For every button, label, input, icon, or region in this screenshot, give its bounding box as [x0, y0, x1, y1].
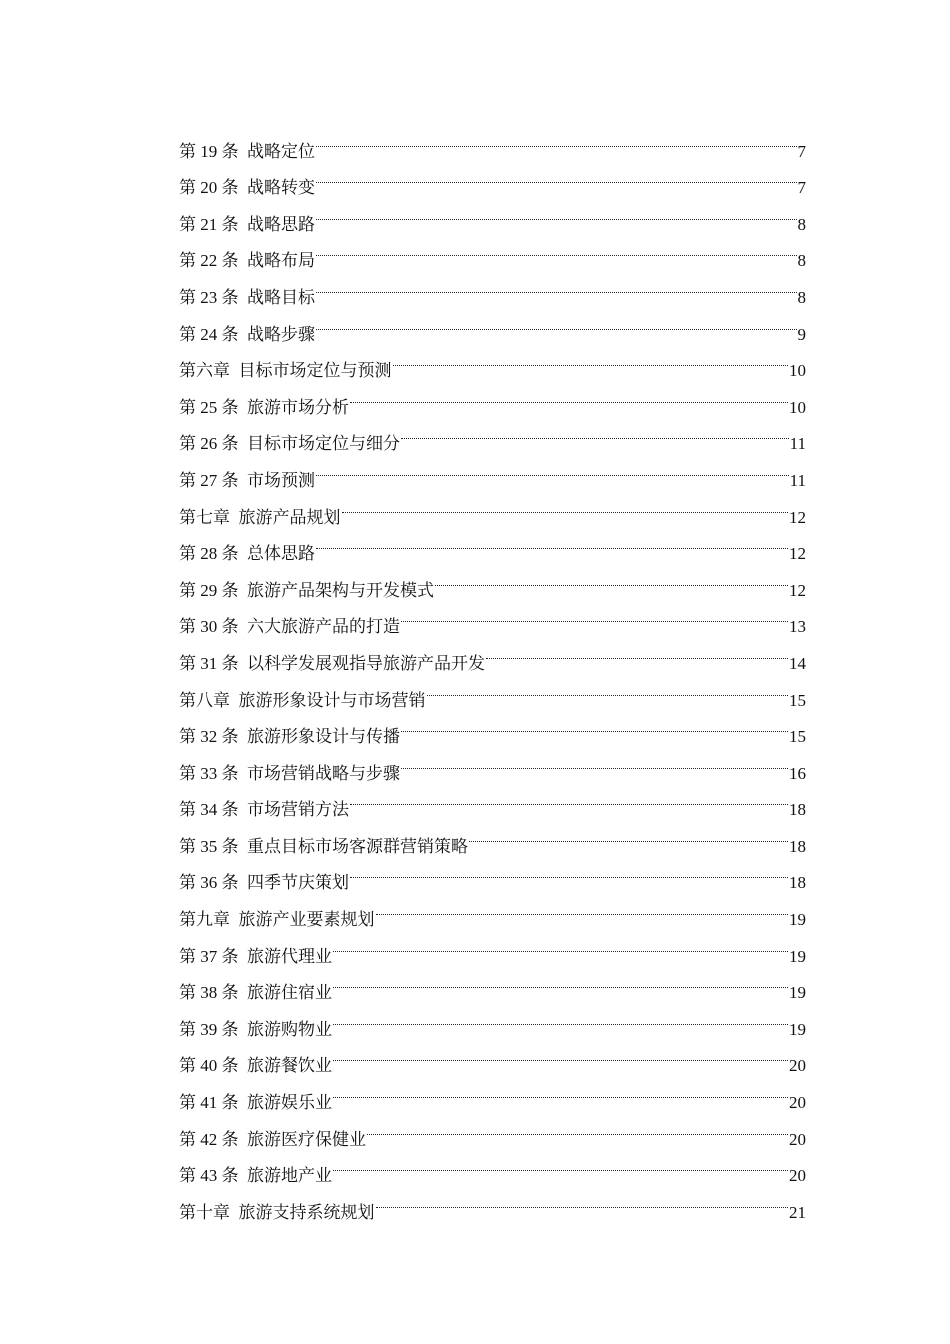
dot-leader: [333, 962, 788, 999]
toc-entry-page-number: 20: [789, 1166, 806, 1186]
toc-entry-title: 第 26 条 目标市场定位与细分: [179, 434, 400, 454]
toc-entry-title: 第 40 条 旅游餐饮业: [179, 1056, 332, 1076]
toc-entry-title: 第七章 旅游产品规划: [179, 507, 341, 527]
dot-leader: [316, 157, 797, 194]
dot-leader: [316, 120, 797, 157]
dot-leader: [316, 266, 797, 303]
dot-leader: [469, 815, 788, 852]
dot-leader: [316, 303, 797, 340]
toc-entry-title: 第九章 旅游产业要素规划: [179, 910, 375, 930]
toc-entry-page-number: 10: [789, 397, 806, 417]
toc-entry-page-number: 20: [789, 1129, 806, 1149]
dot-leader: [350, 376, 788, 413]
toc-entry-page-number: 18: [789, 800, 806, 820]
toc-entry-title: 第 35 条 重点目标市场客源群营销策略: [179, 836, 468, 856]
toc-entry-title: 第 30 条 六大旅游产品的打造: [179, 617, 400, 637]
toc-entry[interactable]: [179, 120, 806, 161]
dot-leader: [350, 852, 788, 889]
dot-leader: [333, 925, 788, 962]
dot-leader: [333, 1071, 788, 1108]
toc-entry-title: 第 33 条 市场营销战略与步骤: [179, 763, 400, 783]
dot-leader: [427, 669, 789, 706]
dot-leader: [316, 230, 797, 267]
toc-entry-page-number: 12: [789, 507, 806, 527]
toc-entry-title: 第 43 条 旅游地产业: [179, 1166, 332, 1186]
toc-entry-page-number: 15: [789, 727, 806, 747]
toc-entry-page-number: 7: [797, 141, 806, 161]
dot-leader: [435, 559, 788, 596]
toc-entry-title: 第 39 条 旅游购物业: [179, 1019, 332, 1039]
dot-leader: [316, 449, 789, 486]
dot-leader: [316, 523, 788, 560]
toc-entry-page-number: 16: [789, 763, 806, 783]
toc-entry-title: 第 19 条 战略定位: [179, 141, 315, 161]
dot-leader: [401, 596, 788, 633]
toc-entry-page-number: 19: [789, 946, 806, 966]
dot-leader: [342, 486, 789, 523]
toc-entry-title: 第 34 条 市场营销方法: [179, 800, 349, 820]
toc-entry-title: 第 29 条 旅游产品架构与开发模式: [179, 580, 434, 600]
toc-entry-title: 第 24 条 战略步骤: [179, 324, 315, 344]
toc-entry-title: 第 42 条 旅游医疗保健业: [179, 1129, 366, 1149]
toc-entry-page-number: 20: [789, 1093, 806, 1113]
toc-entry-page-number: 8: [797, 287, 806, 307]
dot-leader: [367, 1108, 788, 1145]
dot-leader: [333, 1035, 788, 1072]
toc-entry-title: 第六章 目标市场定位与预测: [179, 361, 392, 381]
toc-entry-title: 第 22 条 战略布局: [179, 251, 315, 271]
toc-entry-title: 第 21 条 战略思路: [179, 214, 315, 234]
toc-entry-page-number: 15: [789, 690, 806, 710]
dot-leader: [333, 998, 788, 1035]
dot-leader: [376, 1181, 789, 1218]
dot-leader: [350, 779, 788, 816]
toc-entry-page-number: 19: [789, 910, 806, 930]
toc-entry-page-number: 21: [789, 1202, 806, 1222]
toc-entry-page-number: 13: [789, 617, 806, 637]
toc-entry-page-number: 10: [789, 361, 806, 381]
toc-entry-page-number: 11: [789, 470, 806, 490]
table-of-contents: [179, 120, 806, 1222]
dot-leader: [333, 1145, 788, 1182]
toc-entry-page-number: 12: [789, 580, 806, 600]
toc-entry-page-number: 8: [797, 251, 806, 271]
toc-entry-title: 第 27 条 市场预测: [179, 470, 315, 490]
toc-entry-title: 第 31 条 以科学发展观指导旅游产品开发: [179, 653, 485, 673]
dot-leader: [393, 340, 789, 377]
toc-entry-page-number: 20: [789, 1056, 806, 1076]
toc-entry-title: 第 36 条 四季节庆策划: [179, 873, 349, 893]
toc-entry-title: 第 38 条 旅游住宿业: [179, 983, 332, 1003]
dot-leader: [401, 706, 788, 743]
toc-entry-title: 第 41 条 旅游娱乐业: [179, 1093, 332, 1113]
toc-entry-title: 第 37 条 旅游代理业: [179, 946, 332, 966]
toc-entry-title: 第 23 条 战略目标: [179, 287, 315, 307]
toc-entry-page-number: 11: [789, 434, 806, 454]
dot-leader: [486, 632, 788, 669]
toc-entry-page-number: 19: [789, 1019, 806, 1039]
toc-entry-page-number: 7: [797, 178, 806, 198]
toc-entry-title: 第 20 条 战略转变: [179, 178, 315, 198]
toc-entry-page-number: 14: [789, 653, 806, 673]
toc-entry-title: 第 25 条 旅游市场分析: [179, 397, 349, 417]
toc-entry-page-number: 18: [789, 836, 806, 856]
toc-entry-page-number: 8: [797, 214, 806, 234]
toc-entry-title: 第 32 条 旅游形象设计与传播: [179, 727, 400, 747]
toc-entry-page-number: 19: [789, 983, 806, 1003]
toc-entry-title: 第 28 条 总体思路: [179, 544, 315, 564]
dot-leader: [401, 742, 788, 779]
dot-leader: [316, 193, 797, 230]
toc-entry-page-number: 9: [797, 324, 806, 344]
dot-leader: [401, 413, 789, 450]
toc-entry-page-number: 12: [789, 544, 806, 564]
toc-entry-title: 第八章 旅游形象设计与市场营销: [179, 690, 426, 710]
toc-entry-title: 第十章 旅游支持系统规划: [179, 1202, 375, 1222]
dot-leader: [376, 888, 789, 925]
toc-entry-page-number: 18: [789, 873, 806, 893]
